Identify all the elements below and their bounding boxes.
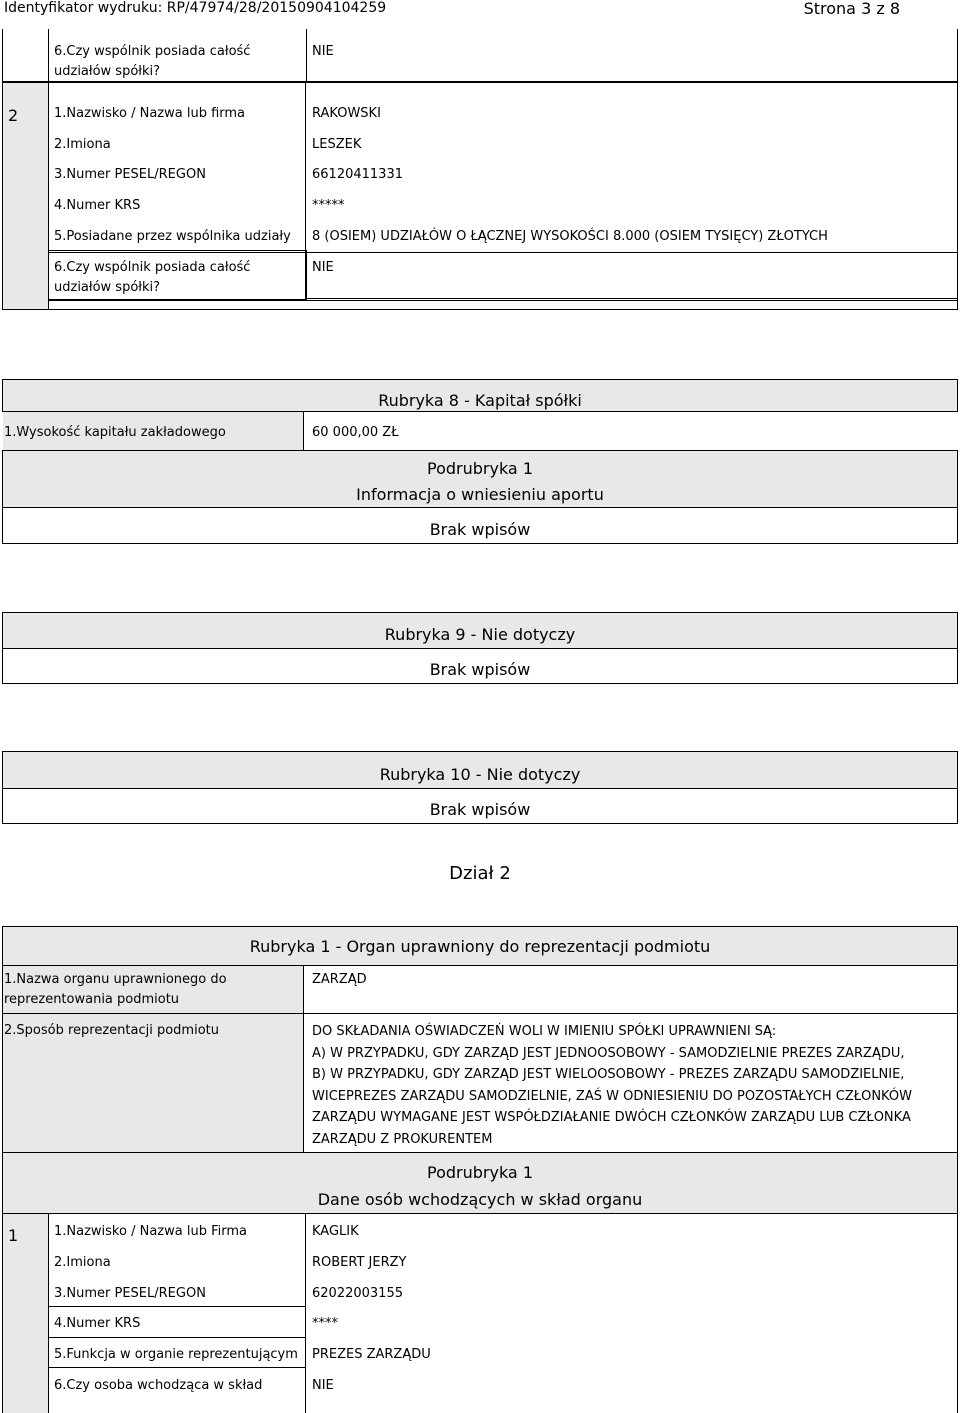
member-krs-value: **** <box>312 1316 338 1331</box>
partner-pesel-value: 66120411331 <box>312 167 403 182</box>
rubryka8-title: Rubryka 8 - Kapitał spółki <box>378 391 582 410</box>
partner-all-shares-value: NIE <box>312 260 334 275</box>
partner-names-value: LESZEK <box>312 137 362 152</box>
partner-names-label: 2.Imiona <box>54 137 111 152</box>
member-in-organ-value: NIE <box>312 1378 334 1393</box>
method-line: A) W PRZYPADKU, GDY ZARZĄD JEST JEDNOOSOBOWY - SAMODZIELNIE PREZES ZARZĄDU, <box>312 1045 905 1061</box>
rubryka8-sub-subtitle: Informacja o wniesieniu aportu <box>356 485 604 504</box>
method-line: WICEPREZES ZARZĄDU SAMODZIELNIE, ZAŚ W ODNIESIENIU DO POZOSTAŁYCH CZŁONKÓW <box>312 1088 912 1104</box>
partner-pesel-label: 3.Numer PESEL/REGON <box>54 167 206 182</box>
member-surname-value: KAGLIK <box>312 1224 359 1239</box>
print-identifier: Identyfikator wydruku: RP/47974/28/20150904104259 <box>4 0 387 16</box>
method-line: ZARZĄDU Z PROKURENTEM <box>312 1131 493 1147</box>
page-number: Strona 3 z 8 <box>803 0 900 18</box>
member-surname-label: 1.Nazwisko / Nazwa lub Firma <box>54 1224 247 1239</box>
capital-value: 60 000,00 ZŁ <box>312 425 399 440</box>
partner-shares-label: 5.Posiadane przez wspólnika udziały <box>54 229 291 244</box>
member-pesel-value: 62022003155 <box>312 1286 403 1301</box>
partner-index: 2 <box>8 106 19 125</box>
prev-partner-q6-label: 6.Czy wspólnik posiada całość udziałów spółki? <box>54 44 251 79</box>
rubryka9-title: Rubryka 9 - Nie dotyczy <box>384 625 576 644</box>
prev-partner-q6-value: NIE <box>312 44 334 59</box>
rubryka9-empty: Brak wpisów <box>429 660 531 679</box>
rubryka8-sub-empty: Brak wpisów <box>429 520 531 539</box>
organ-name-value: ZARZĄD <box>312 972 367 987</box>
method-line: B) W PRZYPADKU, GDY ZARZĄD JEST WIELOOSOBOWY - PREZES ZARZĄDU SAMODZIELNIE, <box>312 1067 905 1082</box>
organ-name-label: 1.Nazwa organu uprawnionego do reprezentowania podmiotu <box>4 972 227 1007</box>
member-names-label: 2.Imiona <box>54 1255 111 1270</box>
member-krs-label: 4.Numer KRS <box>54 1316 141 1331</box>
member-function-label: 5.Funkcja w organie reprezentującym <box>54 1347 298 1362</box>
rubryka10-title: Rubryka 10 - Nie dotyczy <box>379 765 581 784</box>
member-names-value: ROBERT JERZY <box>312 1255 407 1270</box>
dzial2-sub-subtitle: Dane osób wchodzących w skład organu <box>317 1190 643 1209</box>
rubryka8-sub-title: Podrubryka 1 <box>427 459 533 478</box>
representation-method-label: 2.Sposób reprezentacji podmiotu <box>4 1023 219 1038</box>
rubryka10-empty: Brak wpisów <box>429 800 531 819</box>
partner-surname-label: 1.Nazwisko / Nazwa lub firma <box>54 106 246 121</box>
member-pesel-label: 3.Numer PESEL/REGON <box>54 1286 206 1301</box>
dzial2-sub-title: Podrubryka 1 <box>427 1163 533 1182</box>
method-line: DO SKŁADANIA OŚWIADCZEŃ WOLI W IMIENIU SPÓŁKI UPRAWNIENI SĄ: <box>312 1024 777 1039</box>
dzial2-rubryka1-title: Rubryka 1 - Organ uprawniony do reprezentacji podmiotu <box>249 937 711 956</box>
representation-method-value <box>312 1021 952 1150</box>
member-function-value: PREZES ZARZĄDU <box>312 1347 431 1362</box>
partner-shares-value: 8 (OSIEM) UDZIAŁÓW O ŁĄCZNEJ WYSOKOŚCI 8.000 (OSIEM TYSIĘCY) ZŁOTYCH <box>312 229 828 244</box>
method-line: ZARZĄDU WYMAGANE JEST WSPÓŁDZIAŁANIE DWÓCH CZŁONKÓW ZARZĄDU LUB CZŁONKA <box>312 1110 911 1125</box>
partner-krs-label: 4.Numer KRS <box>54 198 141 213</box>
capital-label: 1.Wysokość kapitału zakładowego <box>4 425 226 440</box>
dzial2-title: Dział 2 <box>449 863 511 884</box>
member-in-organ-label: 6.Czy osoba wchodząca w skład <box>54 1378 263 1393</box>
partner-all-shares-label: 6.Czy wspólnik posiada całość udziałów spółki? <box>54 260 251 295</box>
partner-surname-value: RAKOWSKI <box>312 106 381 121</box>
member-index: 1 <box>8 1226 19 1245</box>
partner-krs-value: ***** <box>312 198 345 213</box>
